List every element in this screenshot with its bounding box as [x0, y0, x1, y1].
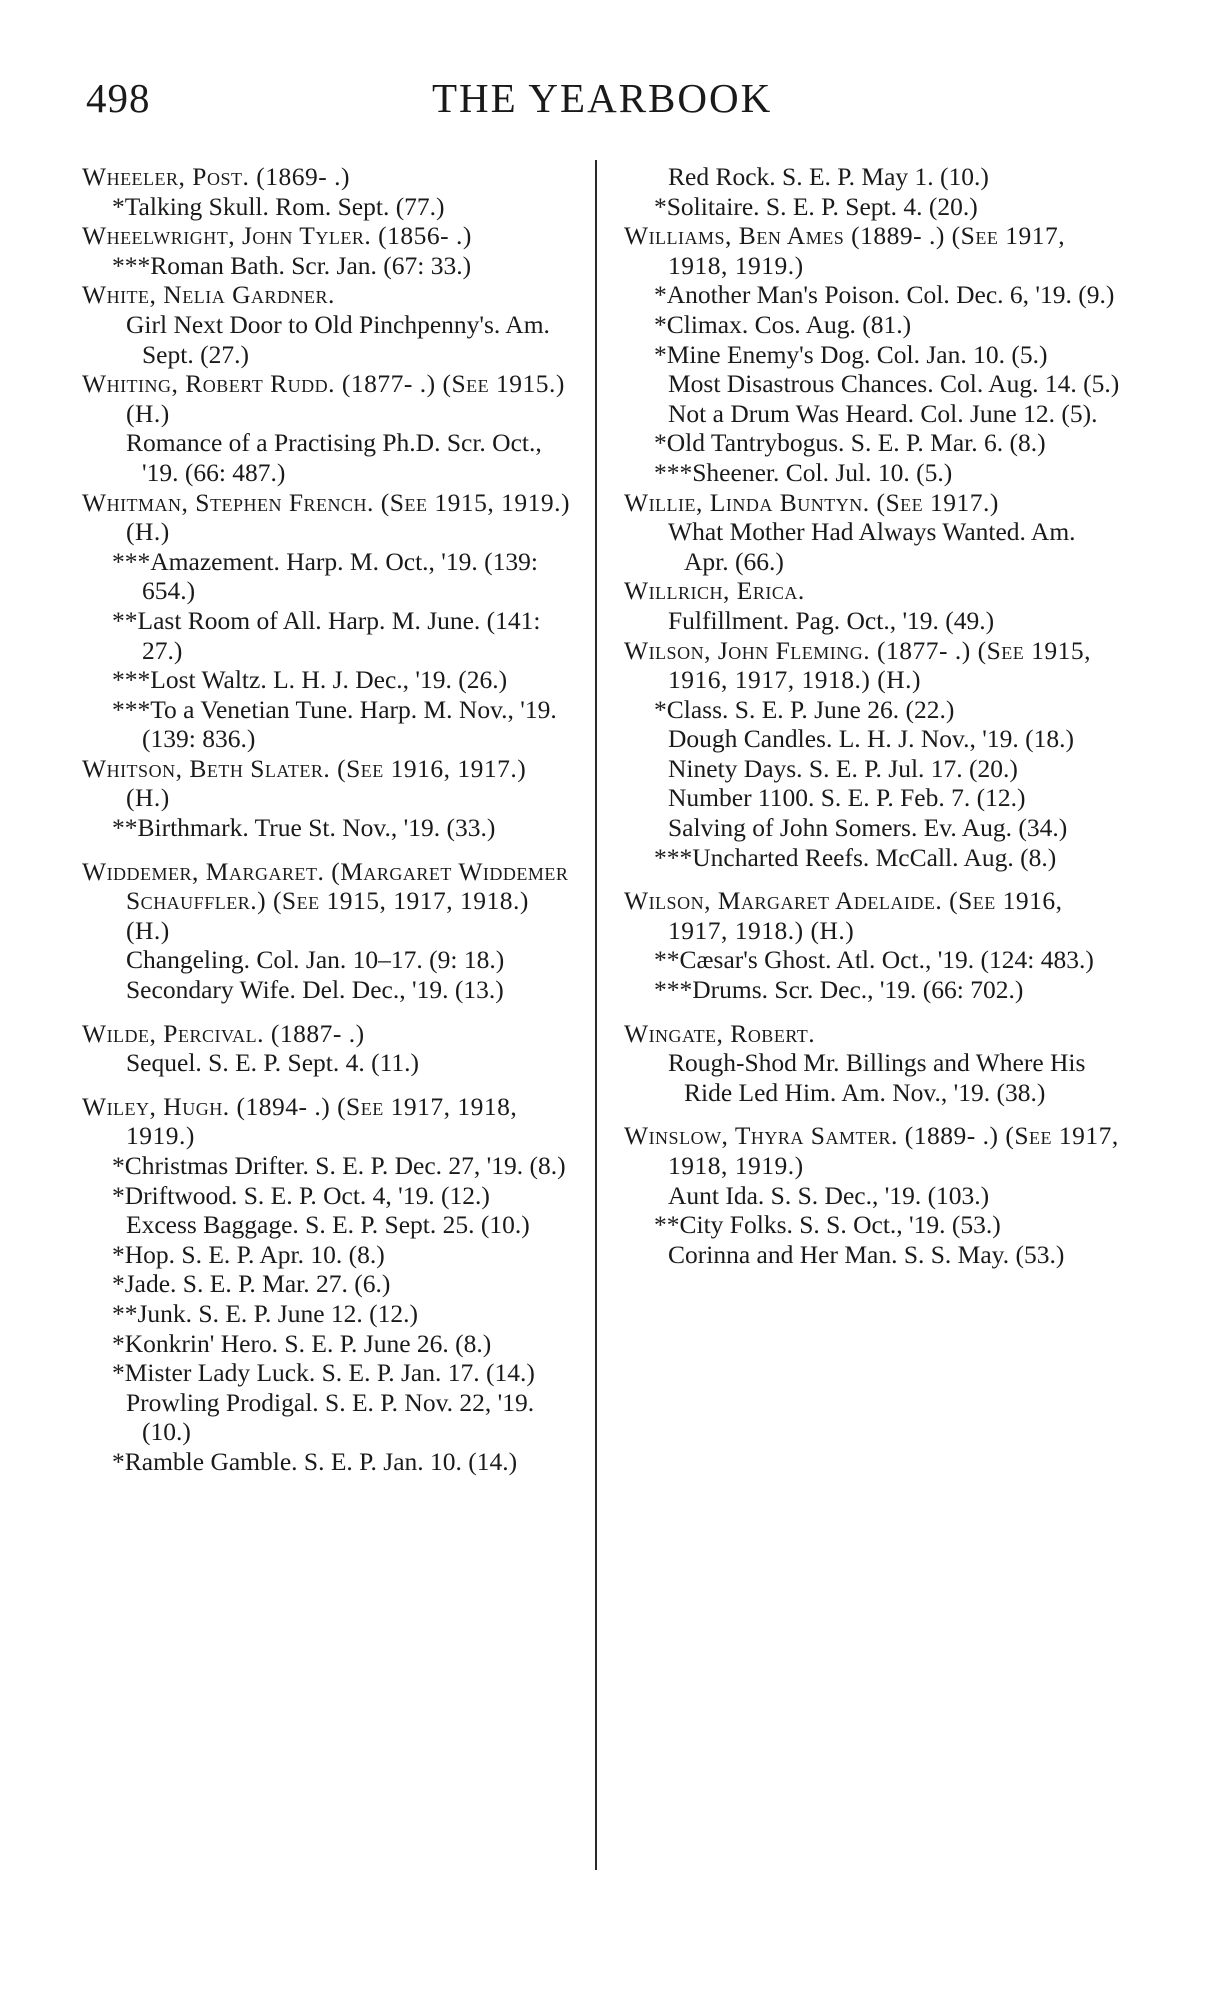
story-entry: Changeling. Col. Jan. 10–17. (9: 18.) [126, 945, 505, 975]
story-entry: Fulfillment. Pag. Oct., '19. (49.) [668, 605, 995, 635]
story-entry: *Solitaire. S. E. P. Sept. 4. (20.) [654, 191, 978, 221]
story-entry: ***Lost Waltz. L. H. J. Dec., '19. (26.) [112, 665, 508, 695]
story-entry: Not a Drum Was Heard. Col. June 12. (5). [668, 398, 1098, 428]
story-entry: ***To a Venetian Tune. Harp. M. Nov., '19. (139: 836.) [112, 694, 557, 754]
story-entry: *Talking Skull. Rom. Sept. (77.) [112, 191, 445, 221]
story-entry: *Class. S. E. P. June 26. (22.) [654, 694, 955, 724]
story-entry: Ninety Days. S. E. P. Jul. 17. (20.) [668, 753, 1018, 783]
story-entry: Dough Candles. L. H. J. Nov., '19. (18.) [668, 724, 1074, 754]
story-entry: Excess Baggage. S. E. P. Sept. 25. (10.) [126, 1210, 530, 1240]
story-entry: What Mother Had Always Wanted. Am. Apr. (66.) [668, 517, 1076, 576]
story-entry: Aunt Ida. S. S. Dec., '19. (103.) [668, 1180, 990, 1210]
story-entry: **City Folks. S. S. Oct., '19. (53.) [654, 1210, 1001, 1240]
story-entry: ***Roman Bath. Scr. Jan. (67: 33.) [112, 250, 472, 280]
story-entry: *Another Man's Poison. Col. Dec. 6, '19. (9.) [654, 280, 1115, 310]
author-heading: Willie, Linda Buntyn. (See 1917.) [624, 487, 999, 517]
story-entry: *Jade. S. E. P. Mar. 27. (6.) [112, 1269, 391, 1299]
story-entry: *Climax. Cos. Aug. (81.) [654, 309, 912, 339]
story-entry: **Last Room of All. Harp. M. June. (141: 27.) [112, 605, 541, 665]
author-heading: Willrich, Erica. [624, 576, 805, 606]
left-column [82, 162, 570, 1477]
story-entry: ***Drums. Scr. Dec., '19. (66: 702.) [654, 975, 1024, 1005]
story-entry: Prowling Prodigal. S. E. P. Nov. 22, '19. (10.) [126, 1387, 535, 1447]
right-column [624, 162, 1124, 1269]
running-head: THE YEARBOOK [432, 75, 773, 121]
story-entry: **Cæsar's Ghost. Atl. Oct., '19. (124: 483.) [654, 945, 1094, 975]
story-entry: *Hop. S. E. P. Apr. 10. (8.) [112, 1239, 385, 1269]
entry-spacer [82, 1078, 570, 1092]
story-entry: **Birthmark. True St. Nov., '19. (33.) [112, 813, 496, 843]
story-entry: Girl Next Door to Old Pinchpenny's. Am. Sept. (27.) [126, 309, 550, 369]
story-entry: Rough-Shod Mr. Billings and Where His Ride Led Him. Am. Nov., '19. (38.) [668, 1048, 1086, 1107]
author-heading: Widdemer, Margaret. (Margaret Widdemer Schauffler.) (See 1915, 1917, 1918.) (H.) [82, 856, 569, 945]
story-entry: **Junk. S. E. P. June 12. (12.) [112, 1298, 419, 1328]
entry-spacer [82, 1005, 570, 1019]
author-heading: Wiley, Hugh. (1894- .) (See 1917, 1918, 1919.) [82, 1091, 518, 1151]
story-entry: Sequel. S. E. P. Sept. 4. (11.) [126, 1048, 420, 1078]
story-entry: Romance of a Practising Ph.D. Scr. Oct., '19. (66: 487.) [126, 428, 542, 487]
author-heading: Wilde, Percival. (1887- .) [82, 1018, 365, 1048]
author-heading: Wilson, John Fleming. (1877- .) (See 1915, 1916, 1917, 1918.) (H.) [624, 635, 1092, 695]
entry-spacer [624, 1107, 1124, 1121]
story-entry: ***Amazement. Harp. M. Oct., '19. (139: 654.) [112, 546, 538, 606]
story-entry: *Mine Enemy's Dog. Col. Jan. 10. (5.) [654, 339, 1048, 369]
page-number: 498 [86, 75, 151, 121]
author-heading: Williams, Ben Ames (1889- .) (See 1917, 1918, 1919.) [624, 221, 1066, 280]
author-heading: Winslow, Thyra Samter. (1889- .) (See 1917, 1918, 1919.) [624, 1121, 1119, 1180]
author-heading: Wheeler, Post. (1869- .) [82, 162, 350, 191]
story-entry: Salving of John Somers. Ev. Aug. (34.) [668, 813, 1068, 843]
author-heading: White, Nelia Gardner. [82, 280, 335, 310]
entry-spacer [624, 1005, 1124, 1019]
story-entry: Red Rock. S. E. P. May 1. (10.) [668, 162, 989, 191]
story-entry: Most Disastrous Chances. Col. Aug. 14. (5.) [668, 369, 1120, 399]
author-heading: Wingate, Robert. [624, 1018, 816, 1048]
story-entry: Secondary Wife. Del. Dec., '19. (13.) [126, 975, 504, 1005]
column-divider [595, 160, 597, 1870]
author-heading: Wheelwright, John Tyler. (1856- .) [82, 221, 472, 251]
author-heading: Whitson, Beth Slater. (See 1916, 1917.) (H.) [82, 753, 527, 813]
story-entry: *Mister Lady Luck. S. E. P. Jan. 17. (14.) [112, 1358, 535, 1388]
story-entry: *Ramble Gamble. S. E. P. Jan. 10. (14.) [112, 1446, 518, 1476]
entry-spacer [82, 843, 570, 857]
story-entry: *Konkrin' Hero. S. E. P. June 26. (8.) [112, 1328, 492, 1358]
story-entry: Corinna and Her Man. S. S. May. (53.) [668, 1239, 1065, 1269]
story-entry: *Old Tantrybogus. S. E. P. Mar. 6. (8.) [654, 428, 1046, 458]
entry-spacer [624, 872, 1124, 886]
story-entry: *Christmas Drifter. S. E. P. Dec. 27, '19. (8.) [112, 1151, 566, 1180]
story-entry: *Driftwood. S. E. P. Oct. 4, '19. (12.) [112, 1180, 490, 1210]
story-entry: Number 1100. S. E. P. Feb. 7. (12.) [668, 783, 1026, 813]
author-heading: Whiting, Robert Rudd. (1877- .) (See 1915.) (H.) [82, 369, 565, 428]
story-entry: ***Uncharted Reefs. McCall. Aug. (8.) [654, 842, 1057, 872]
story-entry: ***Sheener. Col. Jul. 10. (5.) [654, 457, 953, 487]
author-heading: Wilson, Margaret Adelaide. (See 1916, 1917, 1918.) (H.) [624, 886, 1063, 945]
author-heading: Whitman, Stephen French. (See 1915, 1919.) (H.) [82, 487, 570, 547]
